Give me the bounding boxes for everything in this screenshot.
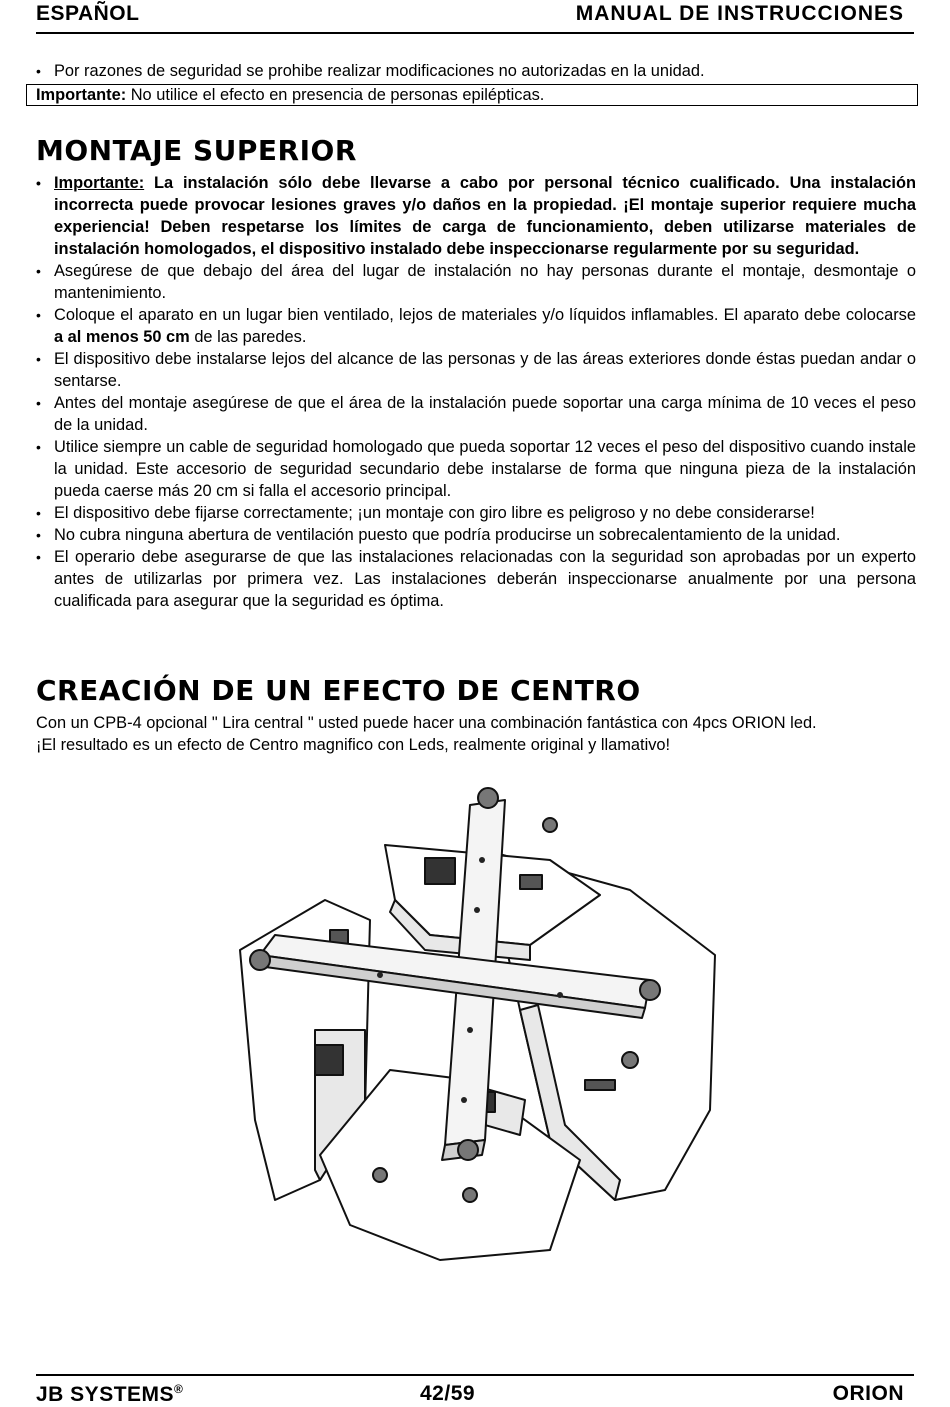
montaje-item: • El dispositivo debe fijarse correctamente; ¡un montaje con giro libre es peligroso y no debe considerarse! xyxy=(36,502,916,524)
important-box xyxy=(26,84,918,106)
important-text: No utilice el efecto en presencia de personas epilépticas. xyxy=(126,86,545,104)
montaje-item: • Asegúrese de que debajo del área del lugar de instalación no hay personas durante el montaje, desmontaje o mantenimiento. xyxy=(36,260,916,304)
important-label: Importante: xyxy=(36,86,127,104)
montaje-item: • Utilice siempre un cable de seguridad homologado que pueda soportar 12 veces el peso del dispositivo cuando instale la unidad. Este accesorio de seguridad secundario debe instalarse de forma que ninguna pieza de la instalación pueda caerse más 20 cm si falla el accesorio principal. xyxy=(36,436,916,502)
registered-mark: ® xyxy=(174,1382,184,1396)
orion-centro-illustration xyxy=(220,780,730,1280)
section-title-centro: CREACIÓN DE UN EFECTO DE CENTRO xyxy=(36,674,641,707)
footer-brand-text: JB SYSTEMS xyxy=(36,1383,175,1406)
montaje-importante-text: La instalación sólo debe llevarse a cabo por personal técnico cualificado. Una instalación incorrecta puede provocar lesiones graves y/o daños en la propiedad. ¡El montaje superior requiere mucha experiencia! Deben respetarse los límites de carga de funcionamiento, deben utilizarse materiales de instalación homologados, el dispositivo instalado debe inspeccionarse regularmente por su seguridad. xyxy=(54,174,916,258)
ventilado-text-a: Coloque el aparato en un lugar bien ventilado, lejos de materiales y/o líquidos inflamables. El aparato debe colocarse xyxy=(54,306,916,324)
header-language: ESPAÑOL xyxy=(36,2,140,25)
montaje-item: • El operario debe asegurarse de que las instalaciones relacionadas con la seguridad son aprobadas por un experto antes de utilizarlas por primera vez. Las instalaciones deberán inspeccionarse anualmente por una persona cualificada para asegurar que la seguridad es óptima. xyxy=(36,546,916,612)
montaje-item: • Antes del montaje asegúrese de que el área de la instalación puede soportar una carga mínima de 10 veces el peso de la unidad. xyxy=(36,392,916,436)
montaje-item: • El dispositivo debe instalarse lejos del alcance de las personas y de las áreas exteriores donde éstas puedan andar o sentarse. xyxy=(36,348,916,392)
montaje-item-ventilado xyxy=(36,304,916,348)
footer-product: ORION xyxy=(832,1382,904,1405)
footer-brand xyxy=(36,1382,183,1407)
montaje-list xyxy=(36,172,916,612)
ventilado-distance: a al menos 50 cm xyxy=(54,328,190,346)
centro-line-2: ¡El resultado es un efecto de Centro magnifico con Leds, realmente original y llamativo! xyxy=(36,736,671,754)
centro-paragraph xyxy=(36,712,916,756)
intro-bullet: • Por razones de seguridad se prohibe realizar modificaciones no autorizadas en la unidad. xyxy=(36,60,916,82)
page-footer xyxy=(36,1374,914,1406)
header-title: MANUAL DE INSTRUCCIONES xyxy=(575,2,904,25)
montaje-item-importante xyxy=(36,172,916,260)
section-title-montaje: MONTAJE SUPERIOR xyxy=(36,134,357,167)
intro-list xyxy=(36,60,916,82)
ventilado-text-b: de las paredes. xyxy=(189,328,307,346)
montaje-importante-label: Importante: xyxy=(54,174,145,192)
footer-page-number: 42/59 xyxy=(420,1382,476,1405)
page-header xyxy=(36,0,914,34)
centro-line-1: Con un CPB-4 opcional " Lira central " usted puede hacer una combinación fantástica con 4pcs ORION led. xyxy=(36,714,817,732)
montaje-item: • No cubra ninguna abertura de ventilación puesto que podría producirse un sobrecalentamiento de la unidad. xyxy=(36,524,916,546)
